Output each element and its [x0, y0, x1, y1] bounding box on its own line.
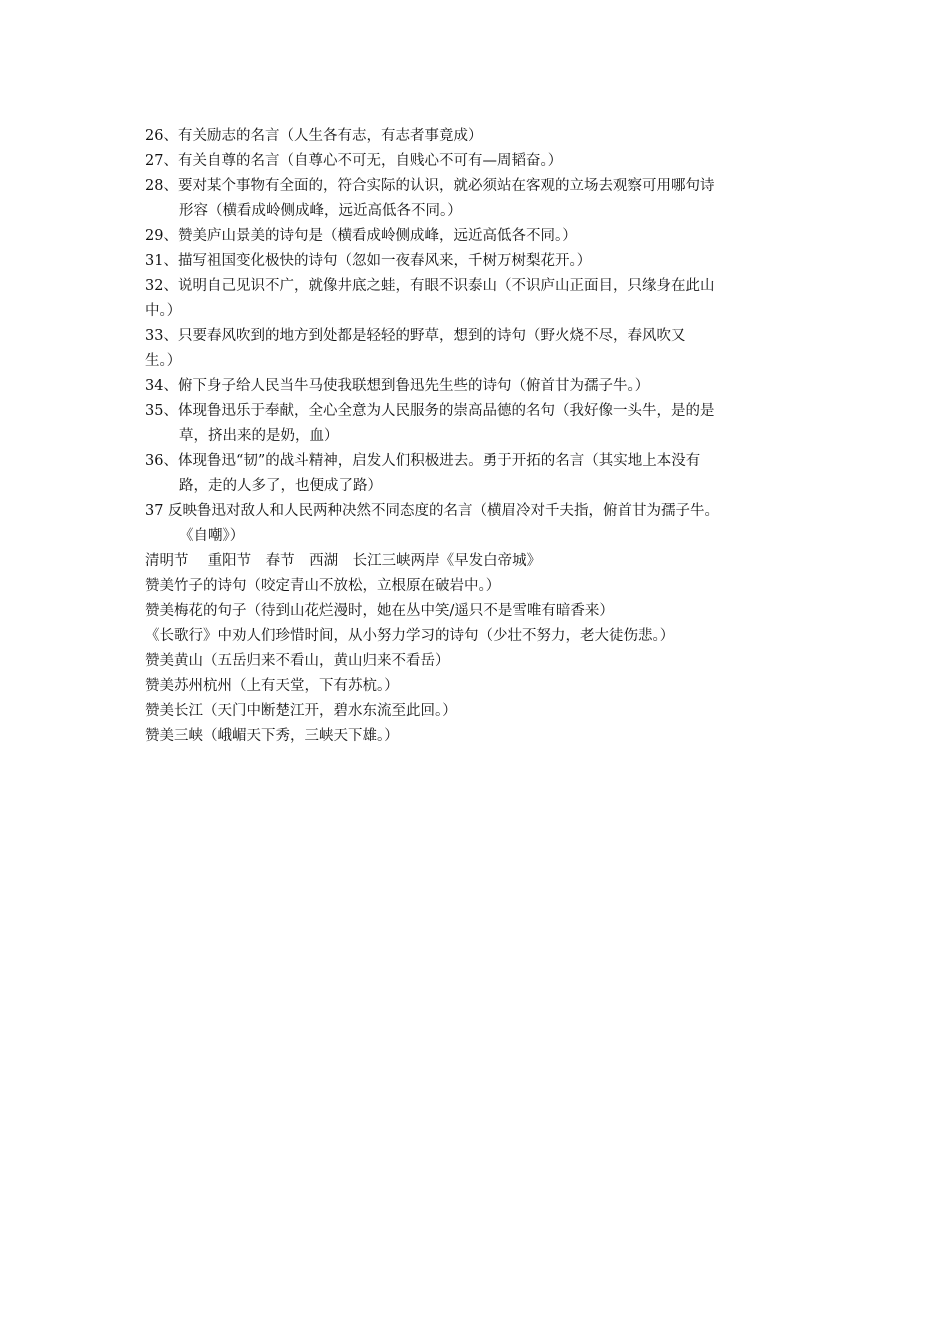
festivals-line: 清明节 重阳节 春节 西湖 长江三峡两岸《早发白帝城》: [145, 553, 542, 569]
item-33-continuation: 生。）: [145, 353, 182, 369]
item-37: 37 反映鲁迅对敌人和人民两种决然不同态度的名言（横眉冷对千夫指，俯首甘为孺子牛。: [145, 503, 720, 519]
item-29: 29、赞美庐山景美的诗句是（横看成岭侧成峰，远近高低各不同。）: [145, 228, 577, 244]
item-36-continuation: 路，走的人多了，也便成了路）: [179, 478, 382, 494]
item-31: 31、描写祖国变化极快的诗句（忽如一夜春风来，千树万树梨花开。）: [145, 253, 592, 269]
huangshan-line: 赞美黄山（五岳归来不看山，黄山归来不看岳）: [145, 653, 450, 669]
item-27: 27、有关自尊的名言（自尊心不可无，自贱心不可有—周韬奋。）: [145, 153, 563, 169]
changgexing-line: 《长歌行》中劝人们珍惜时间，从小努力学习的诗句（少壮不努力，老大徒伤悲。）: [145, 628, 675, 644]
item-36: 36、体现鲁迅“韧”的战斗精神，启发人们积极进去。勇于开拓的名言（其实地上本没有: [145, 453, 701, 469]
document-page: [145, 124, 810, 749]
item-37-continuation: 《自嘲》）: [179, 528, 245, 544]
suzhou-hangzhou-line: 赞美苏州杭州（上有天堂，下有苏杭。）: [145, 678, 399, 694]
item-32-continuation: 中。）: [145, 303, 182, 319]
three-gorges-line: 赞美三峡（峨嵋天下秀，三峡天下雄。）: [145, 728, 399, 744]
bamboo-line: 赞美竹子的诗句（咬定青山不放松，立根原在破岩中。）: [145, 578, 501, 594]
item-34: 34、俯下身子给人民当牛马使我联想到鲁迅先生些的诗句（俯首甘为孺子牛。）: [145, 378, 650, 394]
item-35-continuation: 草，挤出来的是奶，血）: [179, 428, 339, 444]
yangtze-line: 赞美长江（天门中断楚江开，碧水东流至此回。）: [145, 703, 457, 719]
item-33: 33、只要春风吹到的地方到处都是轻轻的野草，想到的诗句（野火烧不尽，春风吹又: [145, 328, 686, 344]
plum-line: 赞美梅花的句子（待到山花烂漫时，她在丛中笑/遥只不是雪唯有暗香来）: [145, 603, 614, 619]
item-28: 28、要对某个事物有全面的，符合实际的认识，就必须站在客观的立场去观察可用哪句诗: [145, 178, 715, 194]
item-32: 32、说明自己见识不广，就像井底之蛙，有眼不识泰山（不识庐山正面目，只缘身在此山: [145, 278, 715, 294]
item-35: 35、体现鲁迅乐于奉献，全心全意为人民服务的崇高品德的名句（我好像一头牛，是的是: [145, 403, 715, 419]
item-28-continuation: 形容（横看成岭侧成峰，远近高低各不同。）: [179, 203, 462, 219]
item-26: 26、有关励志的名言（人生各有志，有志者事竟成）: [145, 128, 483, 144]
